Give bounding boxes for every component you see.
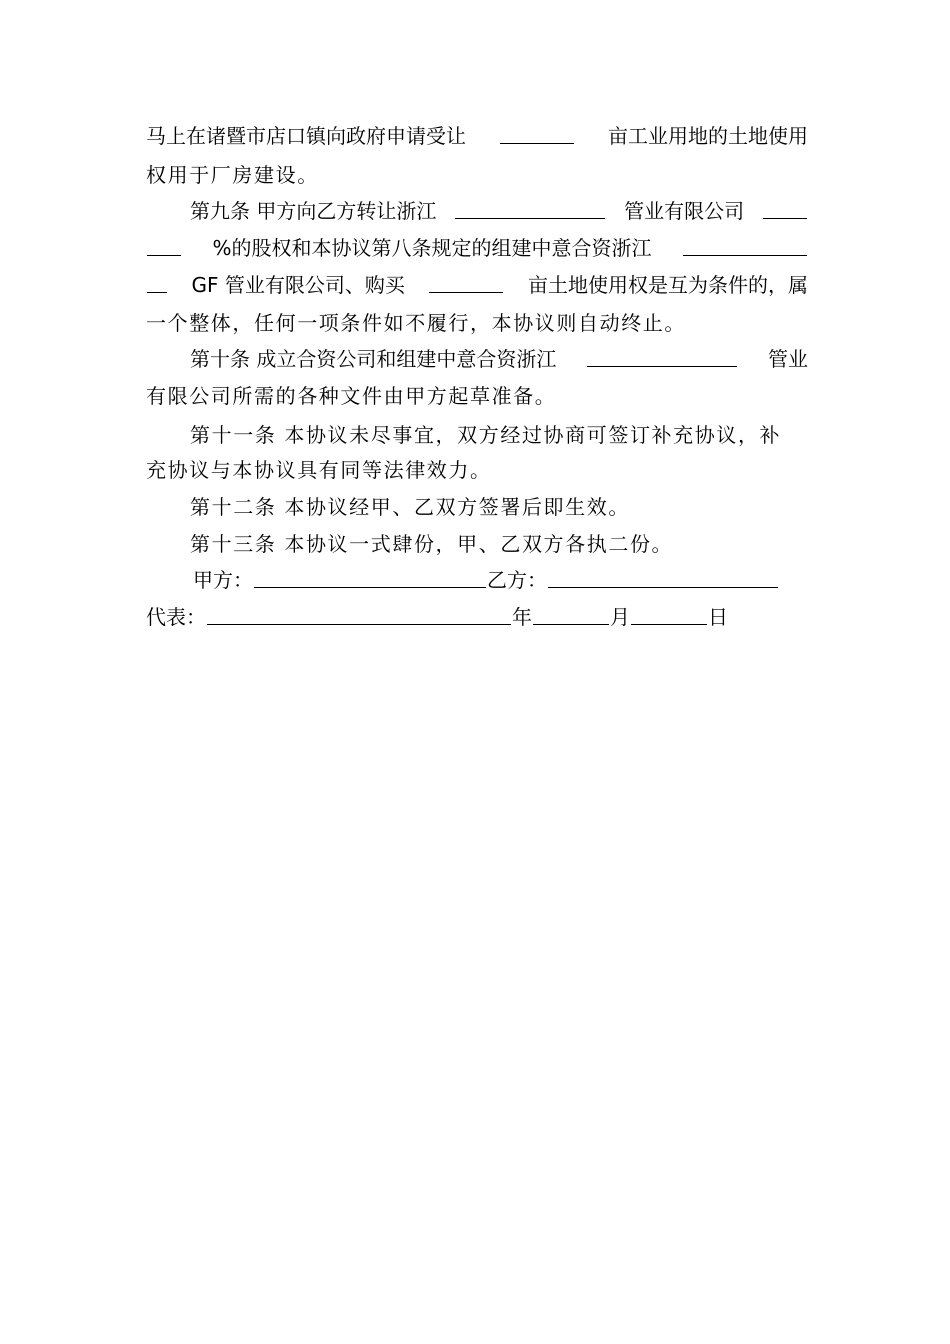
clause-10-line-2: 有限公司所需的各种文件由甲方起草准备。 (146, 384, 557, 408)
representative-signature-field[interactable] (207, 602, 511, 625)
text: 马上在诸暨市店口镇向政府申请受让 (146, 124, 466, 148)
text: 第九条 甲方向乙方转让浙江 (190, 199, 437, 223)
blank-share-percent-part2[interactable] (147, 233, 181, 256)
blank-land-area-2[interactable] (429, 270, 503, 293)
clause-11-line-1: 第十一条 本协议未尽事宜，双方经过协商可签订补充协议，补 (190, 423, 782, 447)
clause-9-line-3 (146, 270, 808, 300)
clause-11-line-2: 充协议与本协议具有同等法律效力。 (146, 458, 492, 482)
clause-9-line-1 (190, 196, 808, 226)
text: 第十条 成立合资公司和组建中意合资浙江 (190, 347, 557, 371)
clause-12: 第十二条 本协议经甲、乙双方签署后即生效。 (190, 495, 630, 519)
month-label: 月 (610, 605, 630, 629)
blank-jv-company-name-part1[interactable] (683, 233, 807, 256)
text: 亩土地使用权是互为条件的，属 (528, 273, 808, 297)
text: 管业 (767, 347, 808, 371)
clause-9-line-2 (146, 233, 808, 263)
clause-9-line-4: 一个整体，任何一项条件如不履行，本协议则自动终止。 (146, 311, 686, 335)
text: 管业有限公司 (624, 199, 745, 223)
party-b-signature-field[interactable] (548, 565, 778, 588)
signature-parties-line (193, 565, 808, 595)
party-a-signature-field[interactable] (254, 565, 486, 588)
representative-date-line (146, 602, 808, 632)
blank-jv-company-name-2[interactable] (587, 344, 737, 367)
blank-share-percent-part1[interactable] (763, 196, 807, 219)
clause-13: 第十三条 本协议一式肆份，甲、乙双方各执二份。 (190, 532, 674, 556)
blank-land-area[interactable] (500, 121, 574, 144)
clause-10-line-1 (190, 344, 808, 374)
text: GF 管业有限公司、购买 (191, 273, 405, 297)
day-label: 日 (708, 605, 728, 629)
clause-8-continuation-line-1 (146, 121, 808, 151)
blank-company-name[interactable] (455, 196, 605, 219)
party-a-label: 甲方： (193, 568, 253, 592)
month-field[interactable] (533, 602, 609, 625)
blank-jv-company-name-part2[interactable] (147, 270, 167, 293)
clause-8-continuation-line-2: 权用于厂房建设。 (146, 163, 319, 187)
representative-label: 代表： (146, 605, 206, 629)
text: %的股权和本协议第八条规定的组建中意合资浙江 (212, 236, 652, 260)
party-b-label: 乙方： (487, 568, 547, 592)
text: 亩工业用地的土地使用 (608, 124, 808, 148)
day-field[interactable] (631, 602, 707, 625)
year-label: 年 (512, 605, 532, 629)
